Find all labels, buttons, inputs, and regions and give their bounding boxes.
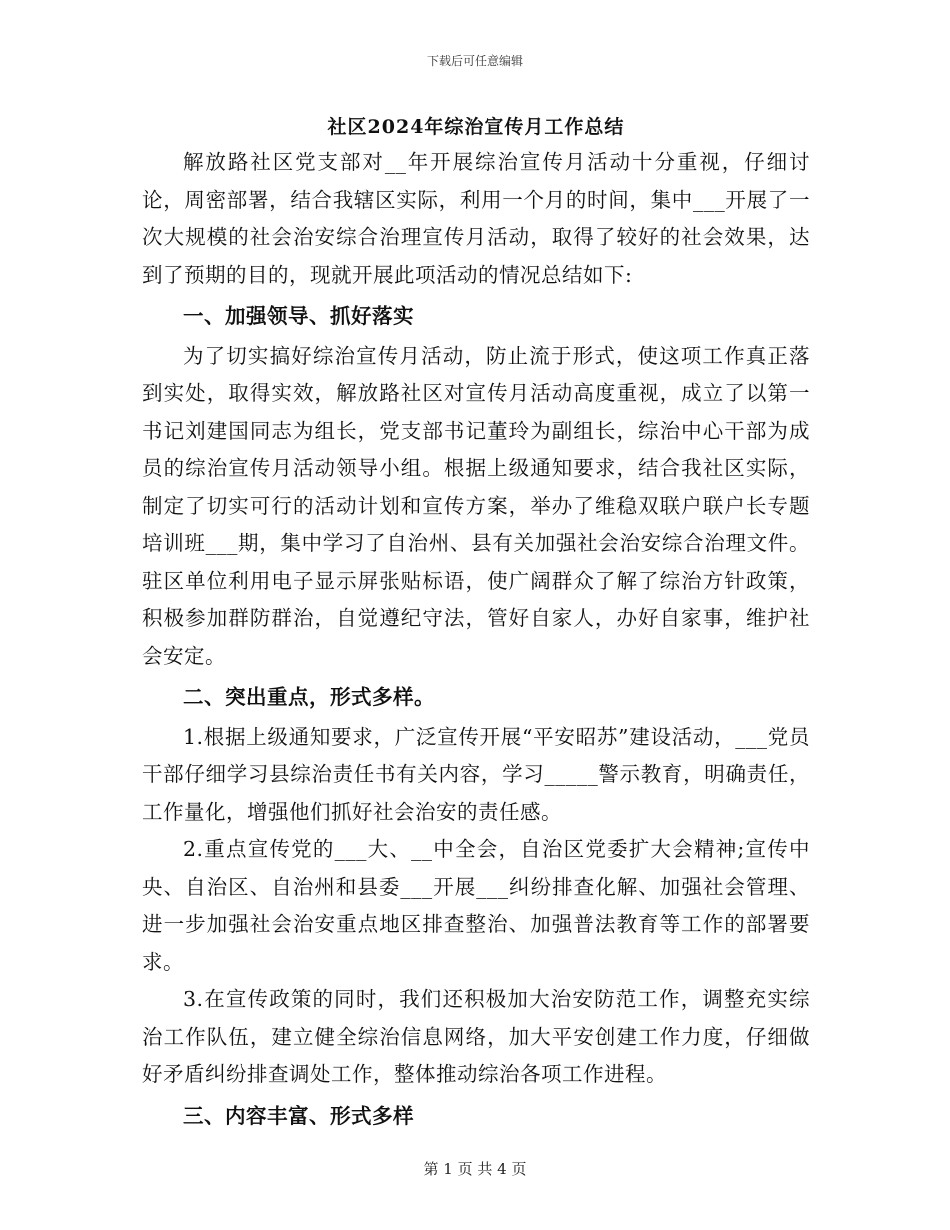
section-heading-3: 三、内容丰富、形式多样 xyxy=(183,1103,414,1128)
page-number-footer: 第 1 页 共 4 页 xyxy=(423,1160,527,1178)
document-body xyxy=(142,112,810,1137)
section-heading-1: 一、加强领导、抓好落实 xyxy=(183,304,414,328)
paragraph-item-2: 2.重点宣传党的___大、__中全会，自治区党委扩大会精神;宣传中央、自治区、自治州和县委___开展___纠纷排查化解、加强社会管理、进一步加强社会治安重点地区排查整治、加强普法教育等工作的部署要求。 xyxy=(142,837,810,974)
page-header-note: 下载后可任意编辑 xyxy=(426,54,523,68)
paragraph-section-1: 为了切实搞好综治宣传月活动，防止流于形式，使这项工作真正落到实处，取得实效，解放路社区对宣传月活动高度重视，成立了以第一书记刘建国同志为组长，党支部书记董玲为副组长，综治中心干部为成员的综治宣传月活动领导小组。根据上级通知要求，结合我社区实际，制定了切实可行的活动计划和宣传方案，举办了维稳双联户联户长专题培训班___期，集中学习了自治州、县有关加强社会治安综合治理文件。驻区单位利用电子显示屏张贴标语，使广阔群众了解了综治方针政策，积极参加群防群治，自觉遵纪守法，管好自家人，办好自家事，维护社会安定。 xyxy=(142,343,810,668)
paragraph-item-1: 1.根据上级通知要求，广泛宣传开展“平安昭苏”建设活动，___党员干部仔细学习县综治责任书有关内容，学习_____警示教育，明确责任，工作量化，增强他们抓好社会治安的责任感。 xyxy=(142,724,810,824)
paragraph-item-3: 3.在宣传政策的同时，我们还积极加大治安防范工作，调整充实综治工作队伍，建立健全综治信息网络，加大平安创建工作力度，仔细做好矛盾纠纷排查调处工作，整体推动综治各项工作进程。 xyxy=(142,987,810,1086)
section-heading-2: 二、突出重点，形式多样。 xyxy=(183,685,435,709)
document-title: 社区2024年综治宣传月工作总结 xyxy=(327,116,625,138)
paragraph-intro: 解放路社区党支部对__年开展综治宣传月活动十分重视，仔细讨论，周密部署，结合我辖区实际，利用一个月的时间，集中___开展了一次大规模的社会治安综合治理宣传月活动，取得了较好的社会效果，达到了预期的目的，现就开展此项活动的情况总结如下: xyxy=(142,150,810,287)
